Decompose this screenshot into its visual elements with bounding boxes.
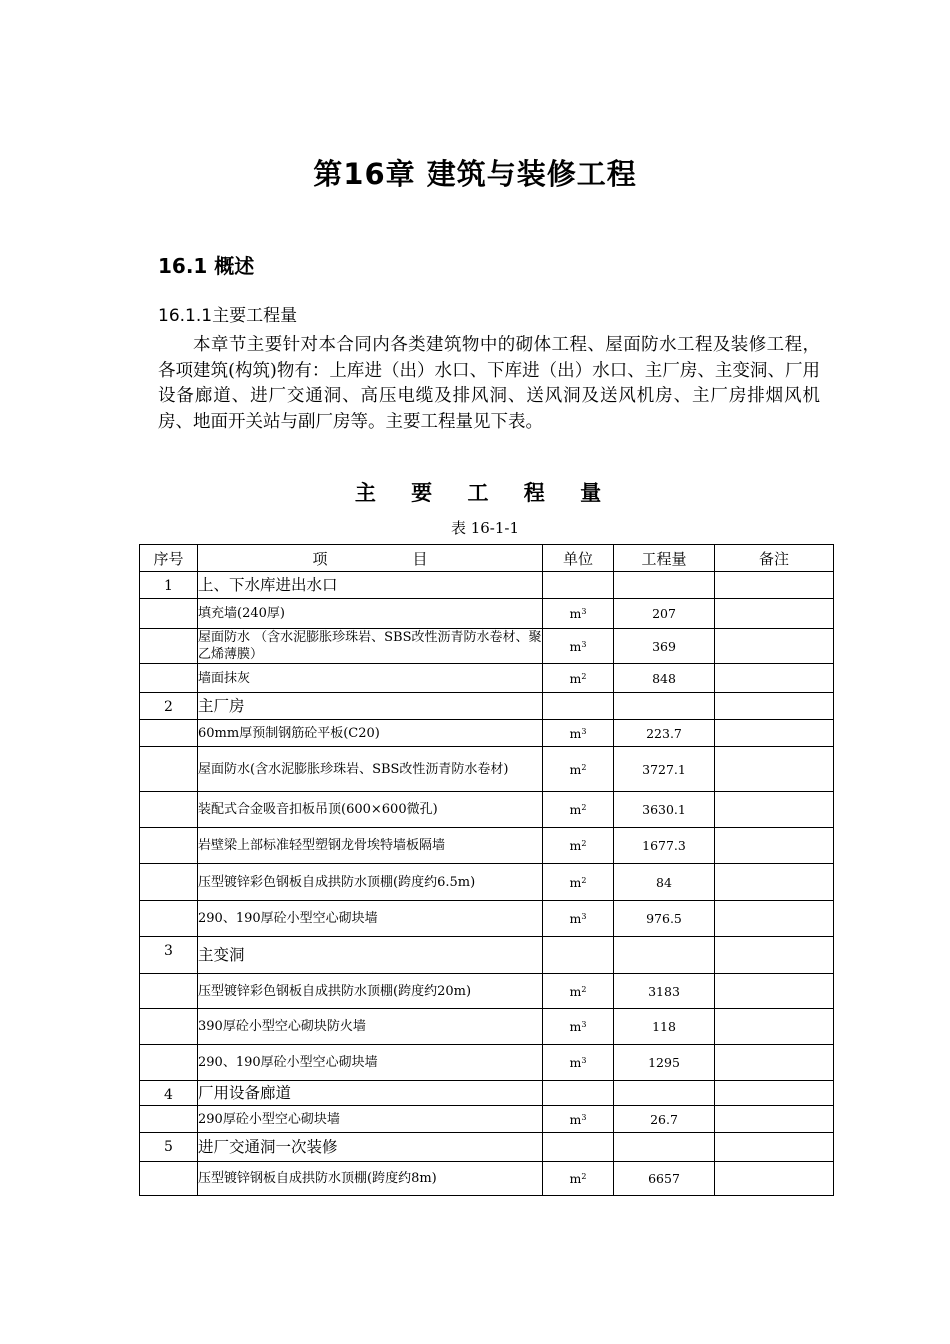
table-row <box>140 1106 834 1133</box>
row-quantity-cell: 6657 <box>614 1162 715 1196</box>
row-remark-cell <box>715 937 834 974</box>
row-remark-cell <box>715 1081 834 1106</box>
unit-exponent: 2 <box>581 671 587 681</box>
row-item-cell: 厂用设备廊道 <box>198 1081 543 1106</box>
row-seq-cell <box>140 901 198 937</box>
row-quantity-cell: 369 <box>614 629 715 664</box>
unit-base: m <box>569 874 582 890</box>
header-item-right: 目 <box>412 549 428 568</box>
row-remark-cell <box>715 1009 834 1045</box>
row-remark-cell <box>715 599 834 629</box>
unit-base: m <box>569 638 582 654</box>
row-item-cell: 屋面防水(含水泥膨胀珍珠岩、SBS改性沥青防水卷材) <box>198 747 543 792</box>
unit-exponent: 3 <box>581 726 587 736</box>
unit-exponent: 2 <box>581 762 587 772</box>
row-item-cell: 压型镀锌钢板自成拱防水顶棚(跨度约8m) <box>198 1162 543 1196</box>
unit-base: m <box>569 911 582 926</box>
table-row <box>140 792 834 828</box>
row-quantity-cell: 3727.1 <box>614 747 715 792</box>
row-seq-cell: 4 <box>140 1081 198 1106</box>
row-quantity-cell <box>614 937 715 974</box>
header-unit: 单位 <box>543 545 614 572</box>
row-quantity-cell <box>614 572 715 599</box>
unit-base: m <box>569 802 582 817</box>
row-remark-cell <box>715 792 834 828</box>
row-unit-cell <box>543 1045 614 1081</box>
unit-exponent: 2 <box>581 984 587 994</box>
row-item-cell: 上、下水库进出水口 <box>198 572 543 599</box>
header-item <box>198 545 543 572</box>
unit-base: m <box>569 983 582 999</box>
row-item-cell: 进厂交通洞一次装修 <box>198 1133 543 1162</box>
row-item-cell: 60mm厚预制钢筋砼平板(C20) <box>198 720 543 747</box>
unit-exponent: 2 <box>581 839 587 848</box>
row-item-cell: 墙面抹灰 <box>198 664 543 693</box>
row-unit-cell <box>543 629 614 664</box>
row-quantity-cell <box>614 1081 715 1106</box>
row-unit-cell <box>543 1081 614 1106</box>
row-quantity-cell: 976.5 <box>614 901 715 937</box>
row-quantity-cell: 1677.3 <box>614 828 715 864</box>
row-seq-cell: 3 <box>140 937 198 974</box>
unit-exponent: 3 <box>581 1020 587 1029</box>
row-seq-cell <box>140 1009 198 1045</box>
intro-paragraph: 本章节主要针对本合同内各类建筑物中的砌体工程、屋面防水工程及装修工程，各项建筑(构筑)物有：上库进（出）水口、下库进（出）水口、主厂房、主变洞、厂用设备廊道、进厂交通洞、高压电缆及排风洞、送风洞及送风机房、主厂房排烟风机房、地面开关站与副厂房等。主要工程量见下表。 <box>158 335 820 432</box>
table-group-row <box>140 693 834 720</box>
row-item-cell: 屋面防水 （含水泥膨胀珍珠岩、SBS改性沥青防水卷材、聚乙烯薄膜） <box>198 630 542 662</box>
table-header-row <box>140 545 834 572</box>
row-remark-cell <box>715 828 834 864</box>
row-item-cell: 主变洞 <box>198 937 543 974</box>
table-group-row <box>140 1133 834 1162</box>
row-item-cell: 岩壁梁上部标准轻型塑钢龙骨埃特墙板隔墙 <box>198 828 543 864</box>
row-item-cell: 290、190厚砼小型空心砌块墙 <box>198 901 543 937</box>
unit-base: m <box>569 838 582 853</box>
unit-exponent: 2 <box>581 803 587 812</box>
table-body <box>140 572 834 1196</box>
table-group-row <box>140 572 834 599</box>
row-seq-cell <box>140 1162 198 1196</box>
unit-base: m <box>569 670 582 686</box>
row-item-cell: 压型镀锌彩色钢板自成拱防水顶棚(跨度约6.5m) <box>198 864 543 901</box>
header-item-left: 项 <box>312 549 328 568</box>
row-unit-cell <box>543 599 614 629</box>
row-quantity-cell <box>614 693 715 720</box>
chapter-title: 第16章 建筑与装修工程 <box>313 157 637 191</box>
unit-exponent: 2 <box>581 875 587 885</box>
row-unit-cell <box>543 792 614 828</box>
table-row <box>140 828 834 864</box>
row-unit-cell <box>543 1162 614 1196</box>
row-quantity-cell: 223.7 <box>614 720 715 747</box>
unit-base: m <box>569 1111 582 1127</box>
row-remark-cell <box>715 1106 834 1133</box>
row-unit-cell <box>543 828 614 864</box>
row-item-cell: 主厂房 <box>198 693 543 720</box>
row-seq-cell <box>140 974 198 1009</box>
row-seq-cell <box>140 792 198 828</box>
table-title: 主 要 工 程 量 <box>354 481 616 505</box>
unit-base: m <box>569 725 582 741</box>
row-unit-cell <box>543 572 614 599</box>
table-row <box>140 629 834 664</box>
unit-base: m <box>569 761 582 777</box>
row-unit-cell <box>543 1106 614 1133</box>
row-unit-cell <box>543 864 614 901</box>
unit-exponent: 3 <box>581 1056 587 1065</box>
unit-exponent: 3 <box>581 1112 587 1122</box>
row-remark-cell <box>715 572 834 599</box>
row-remark-cell <box>715 1162 834 1196</box>
row-remark-cell <box>715 901 834 937</box>
table-row <box>140 599 834 629</box>
row-seq-cell <box>140 864 198 901</box>
row-seq-cell <box>140 1106 198 1133</box>
row-remark-cell <box>715 1045 834 1081</box>
row-quantity-cell: 848 <box>614 664 715 693</box>
row-item-cell: 填充墙(240厚) <box>198 599 543 629</box>
table-number: 表 16-1-1 <box>450 519 520 537</box>
section-title: 16.1 概述 <box>158 254 255 278</box>
quantity-table <box>139 544 834 1196</box>
unit-exponent: 3 <box>581 639 587 649</box>
table-row <box>140 901 834 937</box>
row-seq-cell <box>140 828 198 864</box>
unit-base: m <box>569 1055 582 1070</box>
row-unit-cell <box>543 720 614 747</box>
row-item-cell: 290、190厚砼小型空心砌块墙 <box>198 1045 543 1081</box>
row-seq-cell: 5 <box>140 1133 198 1162</box>
row-item-cell: 390厚砼小型空心砌块防火墙 <box>198 1009 543 1045</box>
row-unit-cell <box>543 1133 614 1162</box>
unit-exponent: 2 <box>581 1172 587 1181</box>
row-quantity-cell: 1295 <box>614 1045 715 1081</box>
row-quantity-cell: 118 <box>614 1009 715 1045</box>
row-remark-cell <box>715 693 834 720</box>
row-seq-cell <box>140 1045 198 1081</box>
row-seq-cell <box>140 747 198 792</box>
header-quantity: 工程量 <box>614 545 715 572</box>
table-group-row <box>140 1081 834 1106</box>
row-remark-cell <box>715 974 834 1009</box>
row-quantity-cell: 3630.1 <box>614 792 715 828</box>
subsection-title: 16.1.1主要工程量 <box>158 306 298 326</box>
row-seq-cell <box>140 664 198 693</box>
table-row <box>140 974 834 1009</box>
row-unit-cell <box>543 1009 614 1045</box>
table-row <box>140 747 834 792</box>
unit-base: m <box>569 1019 582 1034</box>
row-unit-cell <box>543 693 614 720</box>
row-unit-cell <box>543 901 614 937</box>
row-quantity-cell: 3183 <box>614 974 715 1009</box>
row-seq-cell <box>140 599 198 629</box>
row-unit-cell <box>543 937 614 974</box>
unit-base: m <box>569 1171 582 1186</box>
header-seq: 序号 <box>140 545 198 572</box>
row-remark-cell <box>715 747 834 792</box>
header-remark: 备注 <box>715 545 834 572</box>
row-remark-cell <box>715 629 834 664</box>
row-quantity-cell: 26.7 <box>614 1106 715 1133</box>
row-item-cell: 装配式合金吸音扣板吊顶(600×600微孔) <box>198 792 543 828</box>
row-item-cell: 压型镀锌彩色钢板自成拱防水顶棚(跨度约20m) <box>198 974 543 1009</box>
row-seq-cell <box>140 720 198 747</box>
row-seq-cell: 2 <box>140 693 198 720</box>
row-seq-cell: 1 <box>140 572 198 599</box>
table-row <box>140 664 834 693</box>
row-unit-cell <box>543 664 614 693</box>
row-remark-cell <box>715 720 834 747</box>
table-group-row <box>140 937 834 974</box>
row-unit-cell <box>543 974 614 1009</box>
row-quantity-cell: 84 <box>614 864 715 901</box>
row-remark-cell <box>715 664 834 693</box>
row-quantity-cell: 207 <box>614 599 715 629</box>
table-row <box>140 720 834 747</box>
row-remark-cell <box>715 864 834 901</box>
row-remark-cell <box>715 1133 834 1162</box>
row-unit-cell <box>543 747 614 792</box>
unit-base: m <box>569 606 582 621</box>
row-item-cell: 290厚砼小型空心砌块墙 <box>198 1106 543 1133</box>
unit-exponent: 3 <box>581 607 587 616</box>
table-row <box>140 1009 834 1045</box>
table-row <box>140 1162 834 1196</box>
table-row <box>140 1045 834 1081</box>
table-row <box>140 864 834 901</box>
row-seq-cell <box>140 629 198 664</box>
unit-exponent: 3 <box>581 912 587 921</box>
row-quantity-cell <box>614 1133 715 1162</box>
